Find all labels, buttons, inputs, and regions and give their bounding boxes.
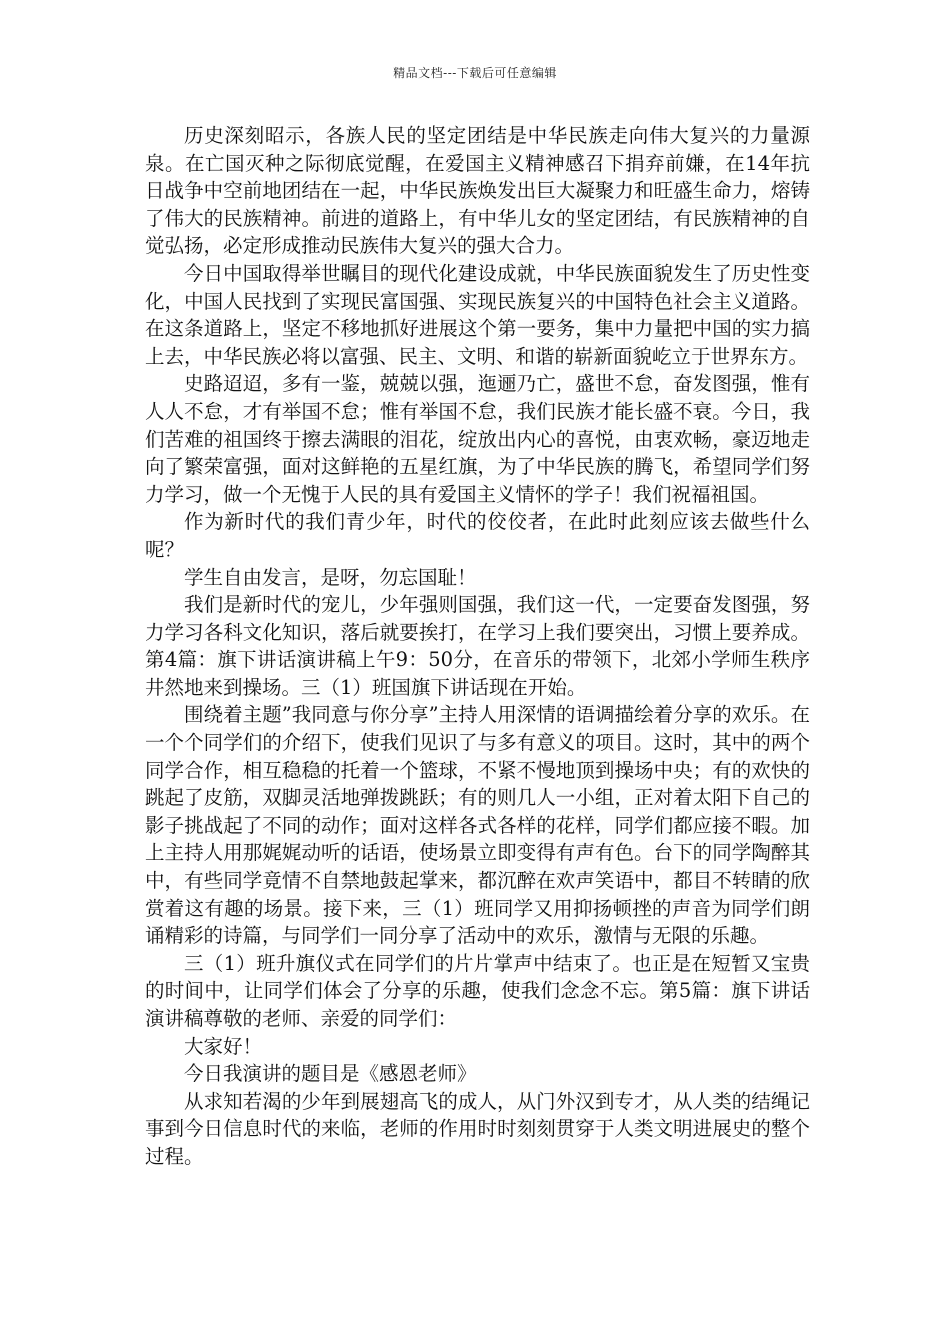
paragraph-5: 学生自由发言，是呀，勿忘国耻！: [184, 565, 477, 589]
document-body: [145, 122, 810, 1171]
paragraph-7: 围绕着主题”我同意与你分享”主持人用深情的语调描绘着分享的欢乐。在一个个同学们的介绍下，使我们见识了与多有意义的项目。这时，其中的两个同学合作，相互稳稳的托着一个篮球，不紧不慢地顶到操场中央；有的欢快的跳起了皮筋，双脚灵活地弹拨跳跃；有的则几人一小组，正对着太阳下自己的影子挑战起了不同的动作；面对这样各式各样的花样，同学们都应接不暇。加上主持人用那娓娓动听的话语，使场景立即变得有声有色。台下的同学陶醉其中，有些同学竟情不自禁地鼓起掌来，都沉醉在欢声笑语中，都目不转睛的欣赏着这有趣的场景。接下来，三（1）班同学又用抑扬顿挫的声音为同学们朗诵精彩的诗篇，与同学们一同分享了活动中的欢乐，激情与无限的乐趣。: [145, 703, 810, 948]
paragraph-9: 大家好！: [184, 1034, 263, 1058]
paragraph-1: 历史深刻昭示，各族人民的坚定团结是中华民族走向伟大复兴的力量源泉。在亡国灭种之际彻底觉醒，在爱国主义精神感召下捐弃前嫌，在14年抗日战争中空前地团结在一起，中华民族焕发出巨大凝聚力和旺盛生命力，熔铸了伟大的民族精神。前进的道路上，有中华儿女的坚定团结，有民族精神的自觉弘扬，必定形成推动民族伟大复兴的强大合力。: [145, 124, 810, 258]
paragraph-10: 今日我演讲的题目是《感恩老师》: [184, 1062, 477, 1086]
page-header: 精品文档---下载后可任意编辑: [393, 66, 557, 80]
paragraph-6: 我们是新时代的宠儿，少年强则国强，我们这一代，一定要奋发图强，努力学习各科文化知识，落后就要挨打，在学习上我们要突出，习惯上要养成。第4篇：旗下讲话演讲稿上午9：50分，在音乐的带领下，北郊小学师生秩序井然地来到操场。三（1）班国旗下讲话现在开始。: [145, 593, 810, 699]
paragraph-11: 从求知若渴的少年到展翅高飞的成人，从门外汉到专才，从人类的结绳记事到今日信息时代的来临，老师的作用时时刻刻贯穿于人类文明进展史的整个过程。: [145, 1089, 810, 1168]
paragraph-4: 作为新时代的我们青少年，时代的佼佼者，在此时此刻应该去做些什么呢？: [145, 510, 810, 561]
paragraph-8: 三（1）班升旗仪式在同学们的片片掌声中结束了。也正是在短暂又宝贵的时间中，让同学们体会了分享的乐趣，使我们念念不忘。第5篇：旗下讲话演讲稿尊敬的老师、亲爱的同学们：: [145, 951, 810, 1030]
paragraph-3: 史路迢迢，多有一鉴，兢兢以强，迤逦乃亡，盛世不怠，奋发图强，惟有人人不怠，才有举国不怠；惟有举国不怠，我们民族才能长盛不衰。今日，我们苦难的祖国终于擦去满眼的泪花，绽放出内心的喜悦，由衷欢畅，豪迈地走向了繁荣富强，面对这鲜艳的五星红旗，为了中华民族的腾飞，希望同学们努力学习，做一个无愧于人民的具有爱国主义情怀的学子！我们祝福祖国。: [145, 372, 810, 506]
paragraph-2: 今日中国取得举世瞩目的现代化建设成就，中华民族面貌发生了历史性变化，中国人民找到了实现民富国强、实现民族复兴的中国特色社会主义道路。在这条道路上，坚定不移地抓好进展这个第一要务，集中力量把中国的实力搞上去，中华民族必将以富强、民主、文明、和谐的崭新面貌屹立于世界东方。: [145, 261, 810, 368]
